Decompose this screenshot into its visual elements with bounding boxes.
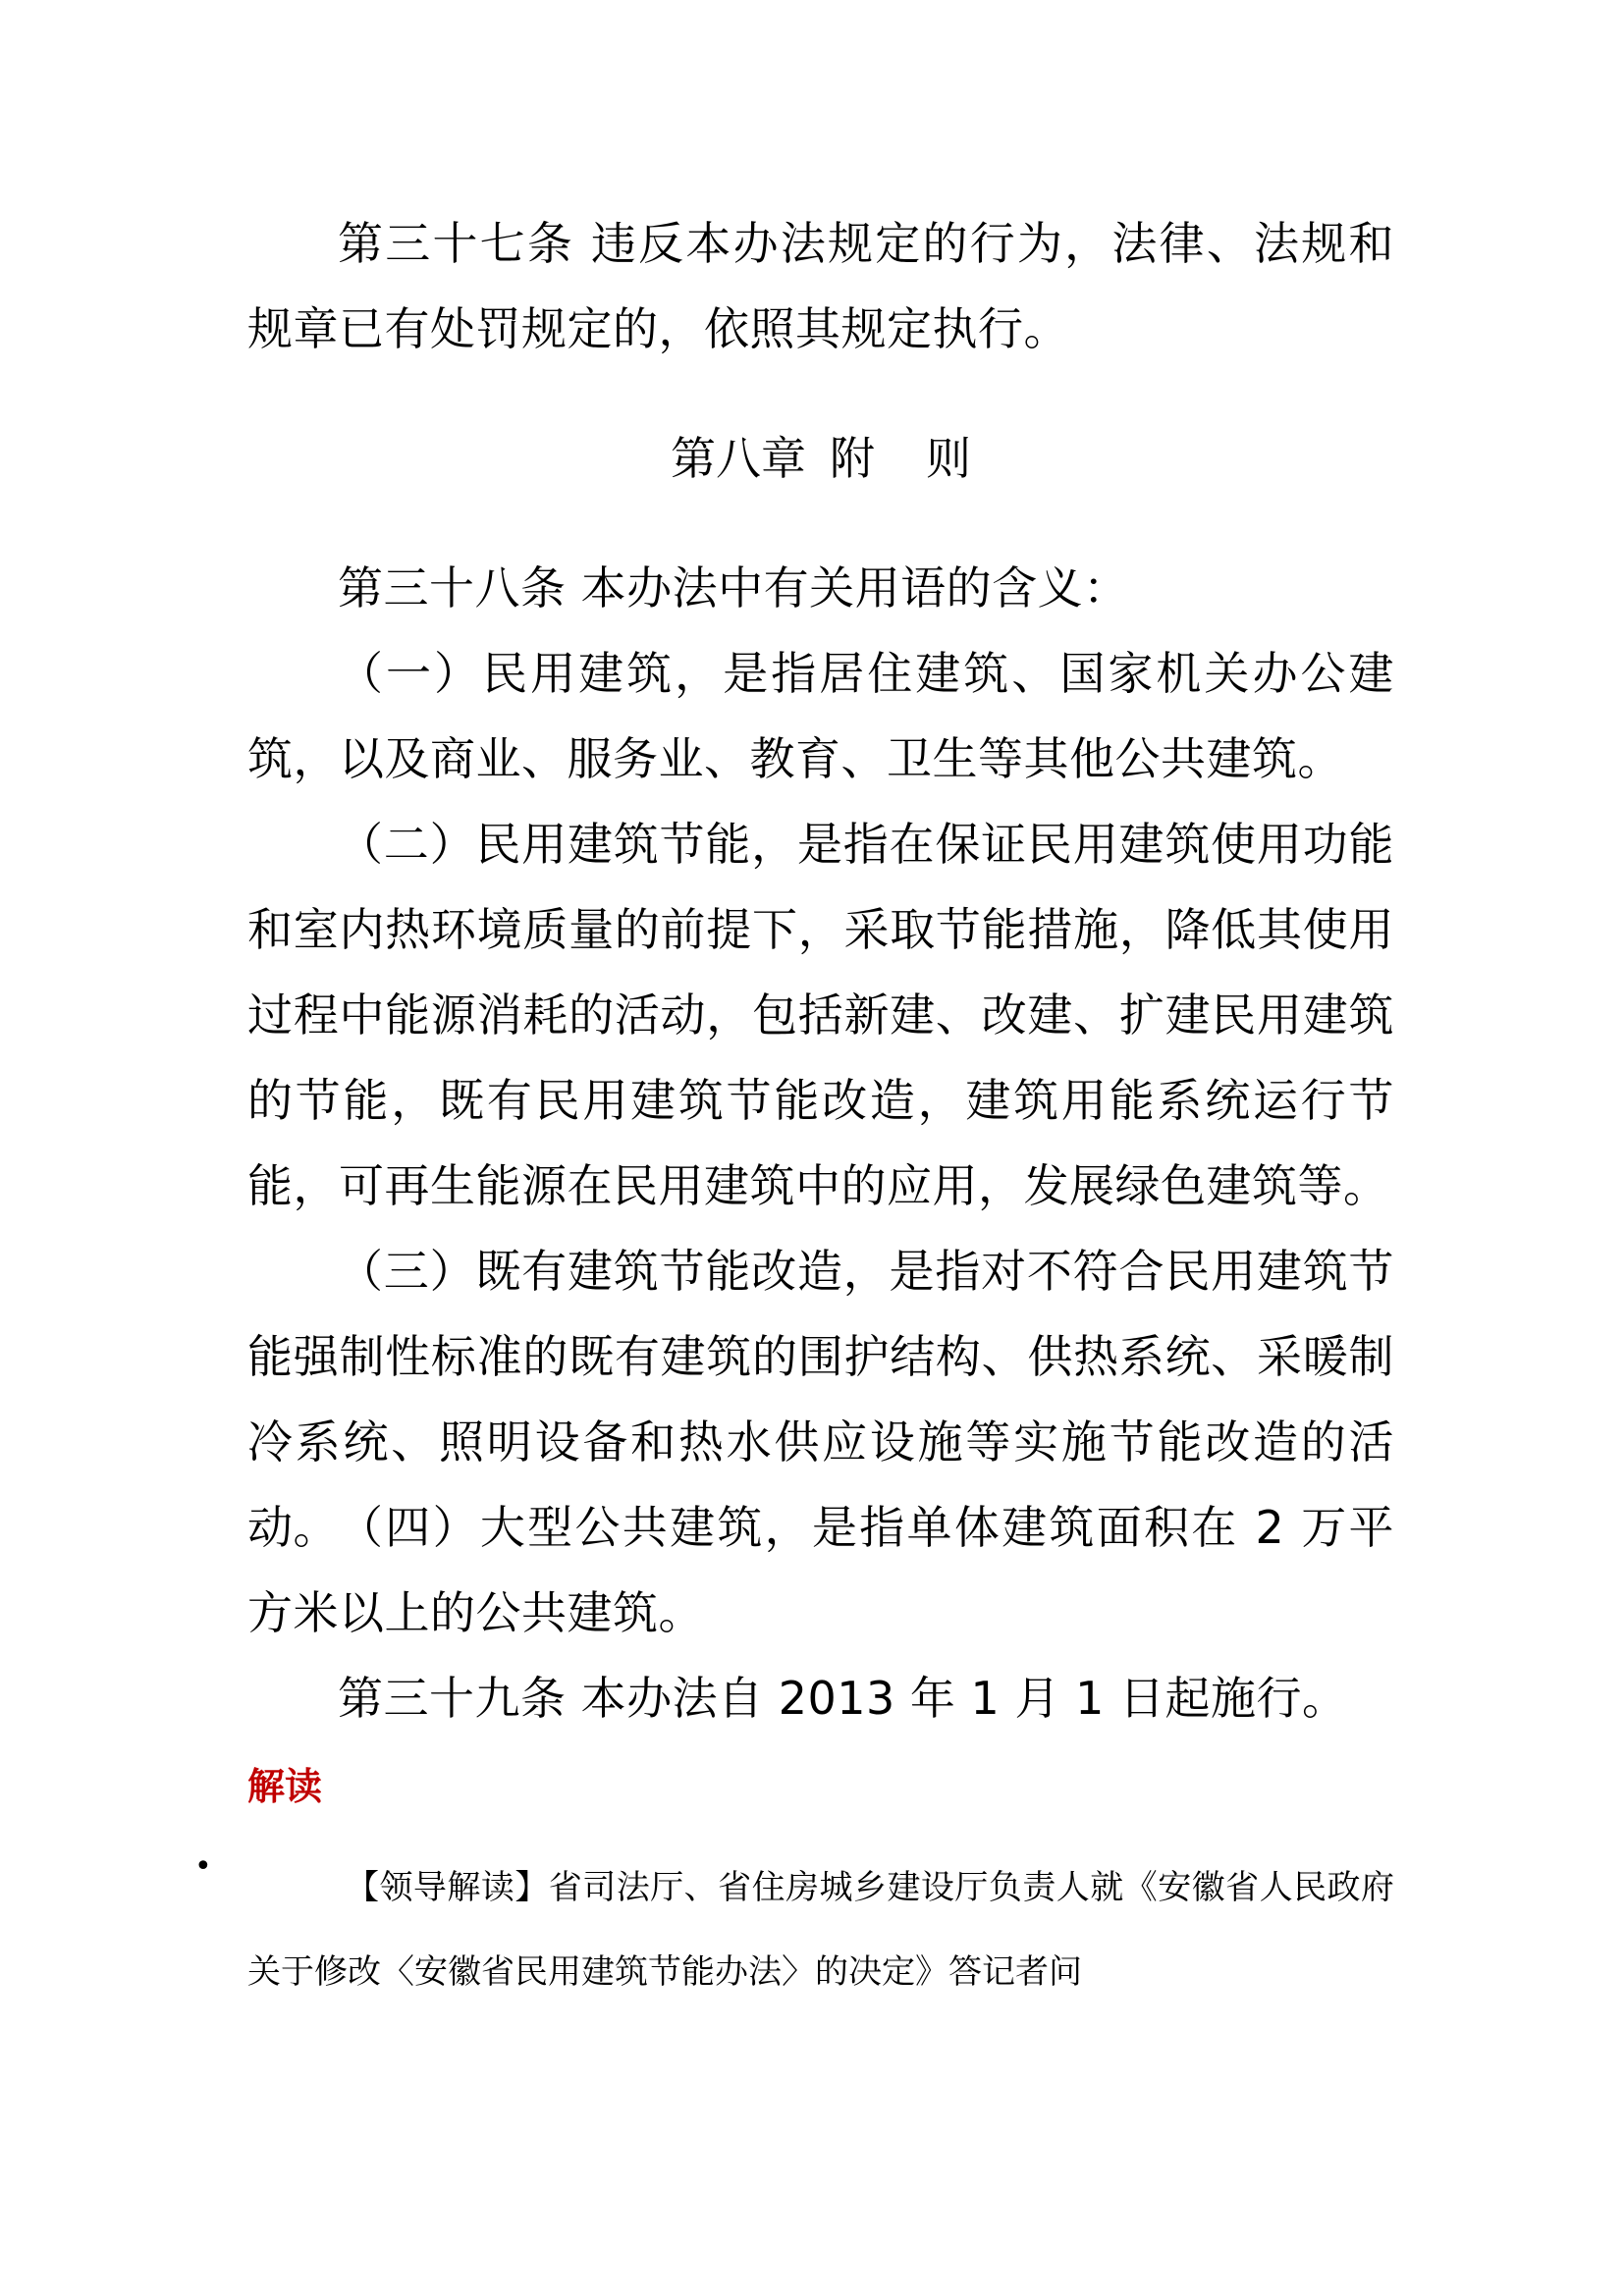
article-38-item-4: （四）大型公共建筑，是指单体建筑面积在 2 万平方米以上的公共建筑。 [247, 1501, 1394, 1639]
interpretation-link[interactable]: 【领导解读】省司法厅、省住房城乡建设厅负责人就《安徽省人民政府关于修改〈安徽省民用建筑节能办法〉的决定》答记者问 [247, 1868, 1394, 1992]
article-38: 第三十八条 本办法中有关用语的含义： [338, 561, 1129, 614]
bullet-icon: • [194, 1849, 212, 1884]
chapter-8-heading [247, 416, 1394, 502]
article-38-item-3: （三）既有建筑节能改造，是指对不符合民用建筑节能强制性标准的既有建筑的围护结构、供热系统、采暖制冷系统、照明设备和热水供应设施等实施节能改造的活动。 [247, 1245, 1394, 1554]
article-37: 第三十七条 违反本办法规定的行为，法律、法规和规章已有处罚规定的，依照其规定执行。 [247, 217, 1394, 355]
chapter-8-title-char-2: 则 [926, 432, 971, 485]
interpretation-heading: 解读 [247, 1765, 323, 1808]
article-38-item-1: （一）民用建筑，是指居住建筑、国家机关办公建筑，以及商业、服务业、教育、卫生等其他公共建筑。 [247, 647, 1394, 785]
article-39: 第三十九条 本办法自 2013 年 1 月 1 日起施行。 [338, 1672, 1348, 1725]
chapter-8-title-char-1: 附 [830, 432, 875, 485]
article-38-item-2: （二）民用建筑节能，是指在保证民用建筑使用功能和室内热环境质量的前提下，采取节能措施，降低其使用过程中能源消耗的活动，包括新建、改建、扩建民用建筑的节能，既有民用建筑节能改造，建筑用能系统运行节能，可再生能源在民用建筑中的应用，发展绿色建筑等。 [247, 818, 1394, 1212]
chapter-8-number: 第八章 [671, 432, 806, 485]
